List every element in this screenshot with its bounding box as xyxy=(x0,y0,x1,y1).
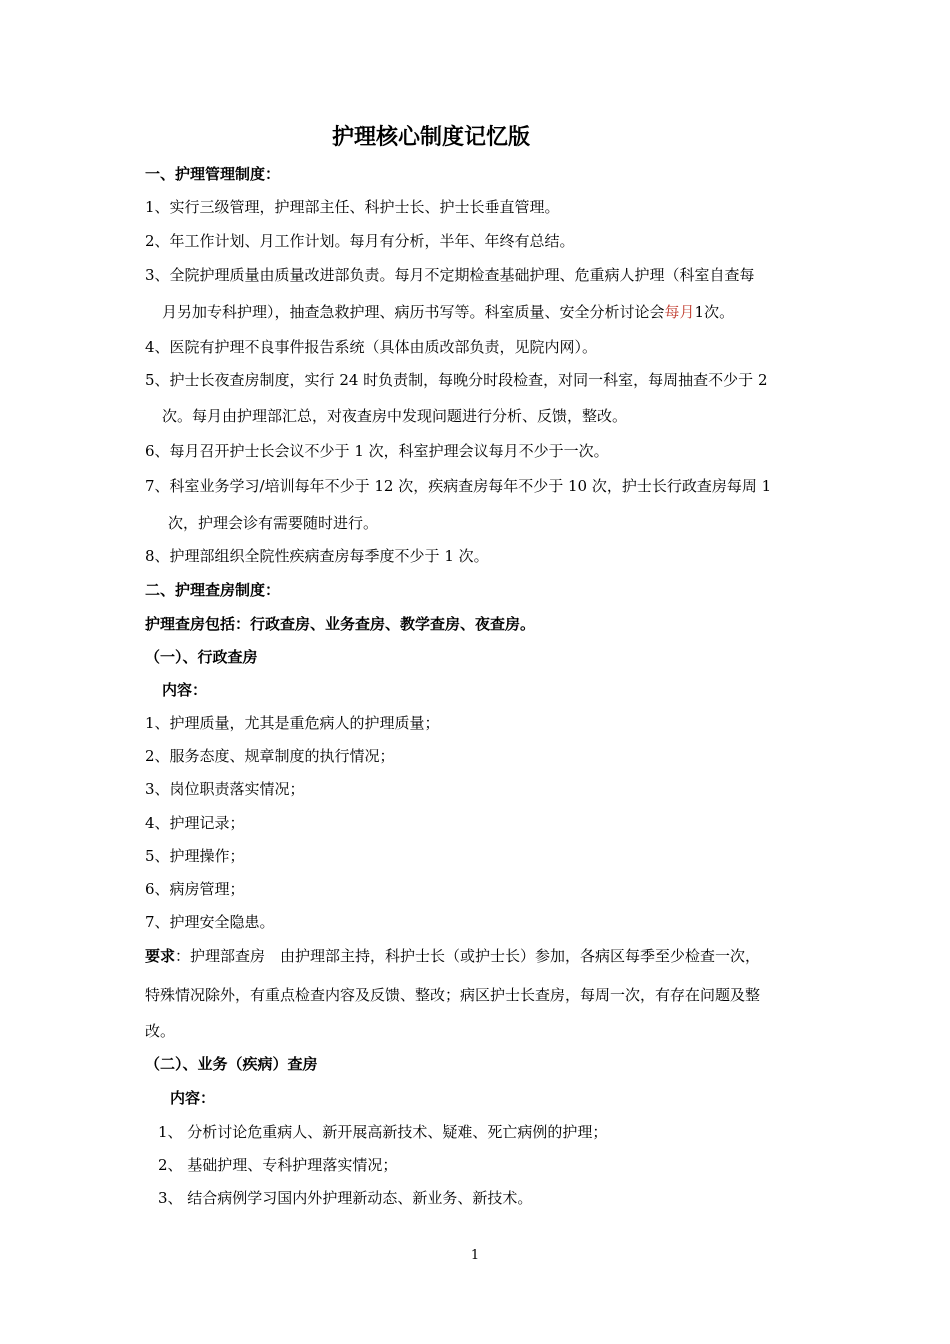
list-item: 2、服务态度、规章制度的执行情况； xyxy=(145,747,395,765)
paragraph-line: 次。每月由护理部汇总，对夜查房中发现问题进行分析、反馈，整改。 xyxy=(162,407,628,425)
subsection-heading-clinical: （二）、业务（疾病）查房 xyxy=(145,1055,318,1073)
list-item: 1、 分析讨论危重病人、新开展高新技术、疑难、死亡病例的护理； xyxy=(158,1123,608,1141)
paragraph-line: 3、全院护理质量由质量改进部负责。每月不定期检查基础护理、危重病人护理（科室自查每 xyxy=(145,266,755,284)
list-item: 3、岗位职责落实情况； xyxy=(145,780,305,798)
requirement-line xyxy=(145,945,825,967)
section-heading-management: 一、护理管理制度： xyxy=(145,165,281,183)
text-segment: 月另加专科护理），抽查急救护理、病历书写等。科室质量、安全分析讨论会 xyxy=(162,303,665,321)
text-segment: ：护理部查房 由护理部主持，科护士长（或护士长）参加，各病区每季至少检查一次， xyxy=(175,947,761,965)
requirement-label: 要求 xyxy=(145,947,176,965)
list-item: 4、护理记录； xyxy=(145,814,245,832)
paragraph-line: 4、医院有护理不良事件报告系统（具体由质改部负责，见院内网）。 xyxy=(145,338,598,356)
document-title: 护理核心制度记忆版 xyxy=(331,124,530,150)
paragraph-line: 6、每月召开护士长会议不少于 1 次，科室护理会议每月不少于一次。 xyxy=(145,442,609,460)
paragraph-line xyxy=(162,301,842,323)
paragraph-line: 1、实行三级管理，护理部主任、科护士长、护士长垂直管理。 xyxy=(145,198,560,216)
section-heading-rounds: 二、护理查房制度： xyxy=(145,581,281,599)
paragraph-line: 5、护士长夜查房制度，实行 24 时负责制，每晚分时段检查，对同一科室，每周抽查不少于 2 xyxy=(145,371,768,389)
content-label: 内容： xyxy=(162,681,208,699)
page-number: 1 xyxy=(470,1248,480,1263)
requirement-line: 特殊情况除外，有重点检查内容及反馈、整改；病区护士长查房，每周一次，有存在问题及整 xyxy=(145,986,761,1004)
subsection-heading-admin: （一）、行政查房 xyxy=(145,648,258,666)
content-label: 内容： xyxy=(170,1089,216,1107)
rounds-intro: 护理查房包括：行政查房、业务查房、教学查房、夜查房。 xyxy=(145,615,536,633)
highlighted-text: 每月 xyxy=(664,303,695,321)
list-item: 3、 结合病例学习国内外护理新动态、新业务、新技术。 xyxy=(158,1189,533,1207)
text-segment: 1次。 xyxy=(694,303,735,321)
list-item: 5、护理操作； xyxy=(145,847,245,865)
paragraph-line: 7、科室业务学习/培训每年不少于 12 次，疾病查房每年不少于 10 次，护士长行政查房每周 1 xyxy=(145,477,772,495)
list-item: 2、 基础护理、专科护理落实情况； xyxy=(158,1156,398,1174)
requirement-line: 改。 xyxy=(145,1022,176,1040)
paragraph-line: 次，护理会诊有需要随时进行。 xyxy=(168,514,379,532)
paragraph-line: 8、护理部组织全院性疾病查房每季度不少于 1 次。 xyxy=(145,547,489,565)
list-item: 1、护理质量，尤其是重危病人的护理质量； xyxy=(145,714,440,732)
list-item: 6、病房管理； xyxy=(145,880,245,898)
paragraph-line: 2、年工作计划、月工作计划。每月有分析，半年、年终有总结。 xyxy=(145,232,575,250)
list-item: 7、护理安全隐患。 xyxy=(145,913,275,931)
